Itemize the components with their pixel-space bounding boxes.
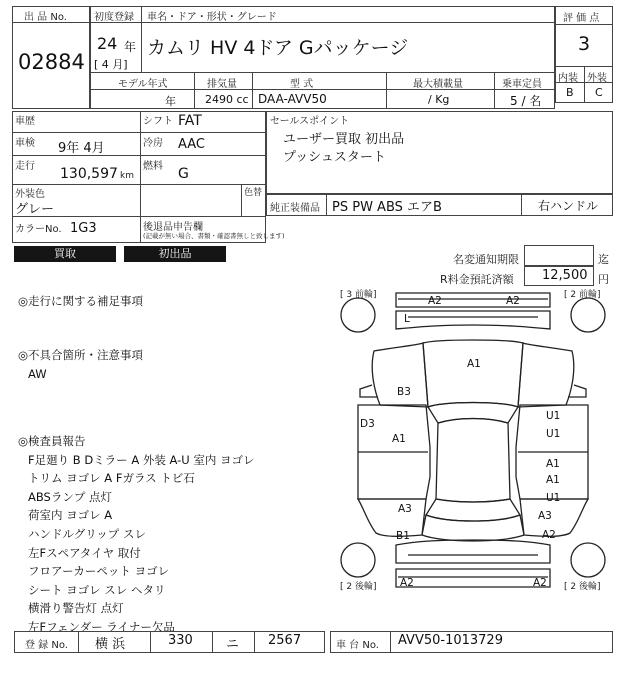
reg-number: 2567	[268, 633, 302, 648]
fuel-label: 燃料	[143, 161, 163, 172]
capacity-label: 乗車定員	[502, 79, 542, 90]
inspection-label: 車検	[15, 138, 35, 149]
recycle-label: R料金預託済額	[440, 273, 514, 286]
color-no-label: カラーNo.	[15, 224, 62, 235]
color-no-value: 1G3	[70, 221, 97, 236]
inspector-line: 左Fスペアタイヤ 取付	[28, 545, 141, 560]
aftermarket-label: 後退品申告欄	[143, 222, 203, 233]
damage-mark: U1	[546, 410, 561, 422]
rear-lip	[396, 540, 550, 563]
purchase-badge: 買取	[14, 246, 116, 262]
wheel-front-right	[571, 298, 605, 332]
recycle-unit: 円	[598, 273, 609, 286]
first-reg-month: [ 4 月]	[94, 58, 128, 71]
capacity-value: 5 / 名	[510, 94, 542, 108]
exterior-label: 外装	[587, 73, 607, 84]
interior-label: 内装	[558, 73, 578, 84]
damage-mark: A1	[392, 433, 406, 445]
name-change-label: 名変通知期限	[453, 253, 519, 266]
standard-equipment-label: 純正装備品	[270, 203, 320, 214]
fuel-value: G	[178, 166, 189, 182]
defect-line: AW	[28, 366, 47, 381]
reg-class: 330	[168, 633, 193, 648]
damage-mark: A1	[546, 474, 560, 486]
interior-grade: B	[566, 86, 574, 99]
mileage-value: 130,597	[60, 166, 118, 182]
model-type-label: 型 式	[290, 79, 314, 90]
trunk	[422, 515, 524, 541]
front-bumper	[396, 293, 550, 307]
shift-label: シフト	[143, 116, 173, 127]
car-damage-diagram	[338, 287, 610, 627]
mileage-unit: km	[120, 171, 134, 181]
first-reg-label: 初度登録	[94, 12, 134, 23]
damage-mark: A2	[400, 577, 414, 589]
inspector-line: ハンドルグリップ スレ	[28, 526, 146, 541]
defect-notes-title: ◎不具合箇所・注意事項	[18, 348, 144, 362]
inspector-line: 横滑り警告灯 点灯	[28, 601, 124, 616]
first-listing-badge: 初出品	[124, 246, 226, 262]
roof	[436, 419, 510, 503]
corner-label: [ 2 前輪]	[564, 290, 601, 300]
reg-label: 登 録 No.	[25, 640, 68, 651]
ac-label: 冷房	[143, 138, 163, 149]
lot-number: 02884	[18, 50, 85, 74]
inspector-line: F足廻り B Dミラー A 外装 A-U 室内 ヨゴレ	[28, 452, 255, 467]
inspection-value: 9年 4月	[58, 141, 105, 156]
damage-mark: L	[404, 313, 410, 325]
model-year-value: 年	[165, 95, 176, 108]
model-year-label: モデル年式	[118, 79, 168, 90]
reg-area: 横 浜	[95, 637, 126, 652]
exterior-color-value: グレー	[15, 202, 55, 217]
corner-label: [ 2 後輪]	[564, 582, 601, 592]
rear-window	[426, 499, 520, 521]
car-name-label: 車名・ドア・形状・グレード	[147, 12, 277, 23]
recolor-label: 色替	[244, 188, 263, 198]
inspector-line: シート ヨゴレ スレ ヘタリ	[28, 582, 166, 597]
inspector-notes	[18, 432, 255, 637]
model-type-value: DAA-AVV50	[258, 92, 327, 106]
recycle-value: 12,500	[542, 268, 588, 283]
displacement-label: 排気量	[207, 79, 237, 90]
front-right-fender	[518, 343, 574, 407]
wheel-rear-left	[341, 543, 375, 577]
damage-mark: A2	[542, 529, 556, 541]
chassis-label: 車 台 No.	[336, 640, 379, 651]
standard-equipment-value: PS PW ABS エアB	[332, 200, 442, 215]
history-label: 車歴	[15, 116, 35, 127]
damage-mark: U1	[546, 492, 561, 504]
inspector-line: 荷室内 ヨゴレ A	[28, 508, 113, 523]
damage-mark: B1	[396, 530, 410, 542]
chassis-value: AVV50-1013729	[398, 633, 503, 648]
defect-notes	[18, 346, 143, 383]
corner-label: [ 3 前輪]	[340, 290, 377, 300]
first-reg-year-unit: 年	[124, 40, 137, 54]
damage-mark: A3	[538, 510, 552, 522]
inspector-notes-title: ◎検査員報告	[18, 434, 86, 448]
damage-mark: A1	[467, 358, 481, 370]
rear-left-quarter	[358, 499, 426, 536]
driving-notes-title: ◎走行に関する補足事項	[18, 294, 144, 308]
damage-mark: U1	[546, 428, 561, 440]
reg-kana: ニ	[226, 637, 240, 652]
aftermarket-note: (記載が無い場合、書類・確認書無しと致します)	[143, 232, 285, 240]
damage-mark: A2	[506, 295, 520, 307]
inspector-line: ABSランプ 点灯	[28, 489, 113, 504]
max-load-label: 最大積載量	[413, 79, 463, 90]
steering-value: 右ハンドル	[538, 199, 599, 213]
sales-point-line-1: ユーザー買取 初出品	[283, 132, 405, 147]
exterior-color-label: 外装色	[15, 189, 45, 200]
shift-value: FAT	[178, 113, 202, 129]
name-change-unit: 迄	[598, 253, 609, 266]
wheel-front-left	[341, 298, 375, 332]
rear-bumper	[396, 569, 550, 587]
displacement-value: 2490 cc	[205, 93, 249, 106]
hood	[423, 340, 523, 407]
damage-mark: B3	[397, 386, 411, 398]
score-label: 評 価 点	[563, 13, 600, 24]
first-reg-year: 24	[97, 34, 118, 53]
car-name: カムリ HV 4ドア Gパッケージ	[147, 37, 409, 59]
max-load-value: / Kg	[428, 93, 450, 106]
inspector-line: トリム ヨゴレ A Fガラス トビ石	[28, 471, 195, 486]
ac-value: AAC	[178, 137, 205, 152]
notes-panel	[18, 292, 143, 311]
lot-label: 出 品 No.	[24, 12, 67, 23]
corner-label: [ 2 後輪]	[340, 582, 377, 592]
score-value: 3	[578, 33, 591, 55]
sales-point-line-2: プッシュスタート	[283, 150, 386, 165]
mileage-label: 走行	[15, 161, 35, 172]
damage-mark: D3	[360, 418, 375, 430]
front-grille	[396, 311, 550, 329]
exterior-grade: C	[595, 86, 603, 99]
damage-mark: A3	[398, 503, 412, 515]
name-change-field	[524, 245, 594, 266]
inspector-line: 左Fフェンダー ライナー欠品	[28, 619, 175, 634]
sales-point-label: セールスポイント	[270, 116, 350, 127]
damage-mark: A1	[546, 458, 560, 470]
windshield	[428, 403, 518, 424]
damage-mark: A2	[428, 295, 442, 307]
damage-mark: A2	[533, 577, 547, 589]
inspector-line: フロアーカーペット ヨゴレ	[28, 564, 170, 579]
wheel-rear-right	[571, 543, 605, 577]
